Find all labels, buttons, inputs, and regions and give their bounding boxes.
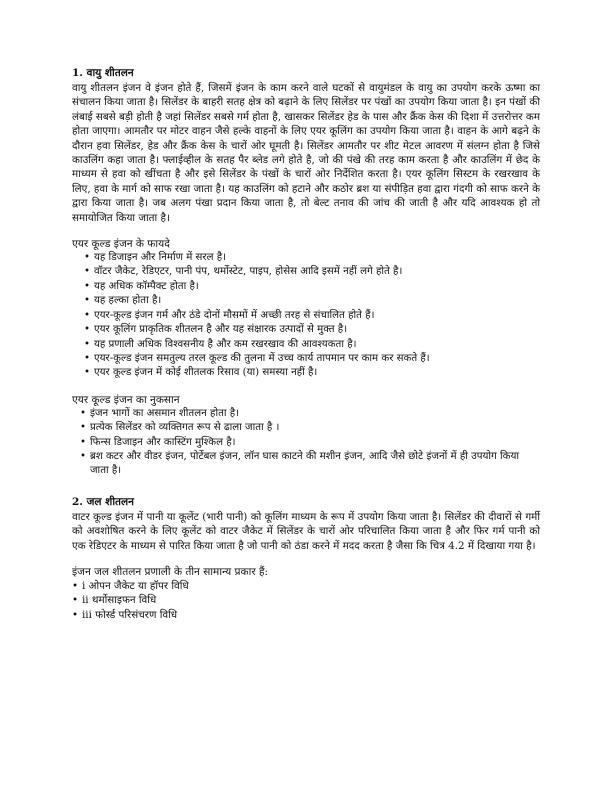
section-1-title: 1. वायु शीतलन — [72, 67, 134, 79]
list-item: • इंजन भागों का असमान शीतलन होता है। — [80, 407, 540, 421]
list-item: • एयर-कूल्ड इंजन समतुल्य तरल कूल्ड की तुलना में उच्च कार्य तापमान पर काम कर सकते हैं। — [84, 352, 540, 366]
list-item: • i ओपन जैकेट या हॉपर विधि — [72, 579, 540, 593]
cooling-systems-list — [72, 579, 540, 622]
disadvantages-list — [72, 407, 540, 479]
list-item: • एयर कूलिंग प्राकृतिक शीतलन है और यह संक्षारक उत्पादों से मुक्त है। — [84, 323, 540, 337]
list-item: • फिन्स डिजाइन और कास्टिंग मुश्किल है। — [80, 436, 540, 450]
advantages-heading: एयर कूल्ड इंजन के फायदे — [72, 238, 170, 251]
disadvantages-heading: एयर कूल्ड इंजन का नुकसान — [72, 393, 180, 406]
list-item: • प्रत्येक सिलेंडर को व्यक्तिगत रूप से ढाला जाता है । — [80, 421, 540, 435]
section-2-title: 2. जल शीतलन — [72, 495, 134, 508]
list-item: • ब्रश कटर और वीडर इंजन, पोर्टेबल इंजन, लॉन घास काटने की मशीन इंजन, आदि जैसे छोटे इंजनों में ही उपयोग किया जाता है। — [80, 450, 540, 479]
list-item: • iii फोर्स्ड परिसंचरण विधि — [72, 608, 540, 622]
section-2-paragraph: वाटर कूल्ड इंजन में पानी या कूलेंट (भारी पानी) को कूलिंग माध्यम के रूप में उपयोग किया जाता है। सिलेंडर की दीवारों से गर्मी को अवशोषित करने के लिए कूलेंट को वाटर जैकेट में सिलेंडर के चारों ओर परिचालित किया जाता है और फिर गर्म पानी को एक रेडिएटर के माध्यम से पारित किया जाता है जो पानी को ठंडा करने में मदद करता है जैसा कि चित्र 4.2 में दिखाया गया है। — [72, 510, 540, 552]
list-item: • एयर-कूल्ड इंजन गर्म और ठंडे दोनों मौसमों में अच्छी तरह से संचालित होते हैं। — [84, 309, 540, 323]
list-item: • एयर कूल्ड इंजन में कोई शीतलक रिसाव (या) समस्या नहीं है। — [84, 366, 540, 380]
list-item: • ii थर्मोसाइफन विधि — [72, 593, 540, 607]
section-1-paragraph: वायु शीतलन इंजन वे इंजन होते हैं, जिसमें इंजन के काम करने वाले घटकों से वायुमंडल के वायु का उपयोग करके ऊष्मा का संचालन किया जाता है। सिलेंडर के बाहरी सतह क्षेत्र को बढ़ाने के लिए सिलेंडर पर पंखों का उपयोग किया जाता है। इन पंखों की लंबाई सबसे बड़ी होती है जहां सिलेंडर सबसे गर्म होता है, खासकर सिलेंडर हेड के पास और क्रैंक केस की दिशा में उत्तरोत्तर कम होता जाएगा। आमतौर पर मोटर वाहन जैसे हल्के वाहनों के लिए एयर कूलिंग का उपयोग किया जाता है। वाहन के आगे बढ़ने के दौरान हवा सिलेंडर, हेड और क्रैंक केस के चारों ओर घूमती है। सिलेंडर आमतौर पर शीट मेटल आवरण में संलग्न होता है जिसे काउलिंग कहा जाता है। फ्लाईव्हील के सतह पैर ब्लेड लगे होते है, जो की पंखे की तरह काम करता है और काउलिंग में छेद के माध्यम से हवा को खींचता है और इसे सिलेंडर के पंखों के चारों ओर निर्देशित करता है। एयर कूलिंग सिस्टम के रखरखाव के लिए, हवा के मार्ग को साफ रखा जाता है। यह काउलिंग को हटाने और कठोर ब्रश या संपीड़ित हवा द्वारा गंदगी को साफ करने के द्वारा किया जाता है। जब अलग पंखा प्रदान किया जाता है, तो बेल्ट तनाव की जांच की जाती है और यदि आवश्यक हो तो समायोजित किया जाता है। — [72, 82, 540, 224]
list-item: • यह डिजाइन और निर्माण में सरल है। — [84, 251, 540, 265]
list-item: • यह अधिक कॉम्पैक्ट होता है। — [84, 280, 540, 294]
cooling-systems-heading: इंजन जल शीतलन प्रणाली के तीन सामान्य प्रकार हैं: — [72, 565, 269, 578]
advantages-list — [72, 251, 540, 381]
list-item: • वॉटर जैकेट, रेडिएटर, पानी पंप, थर्मोस्टेट, पाइप, होसेस आदि इसमें नहीं लगे होते है। — [84, 265, 540, 279]
list-item: • यह प्रणाली अधिक विश्वसनीय है और कम रखरखाव की आवश्यकता है। — [84, 338, 540, 352]
list-item: • यह हल्का होता है। — [84, 294, 540, 308]
